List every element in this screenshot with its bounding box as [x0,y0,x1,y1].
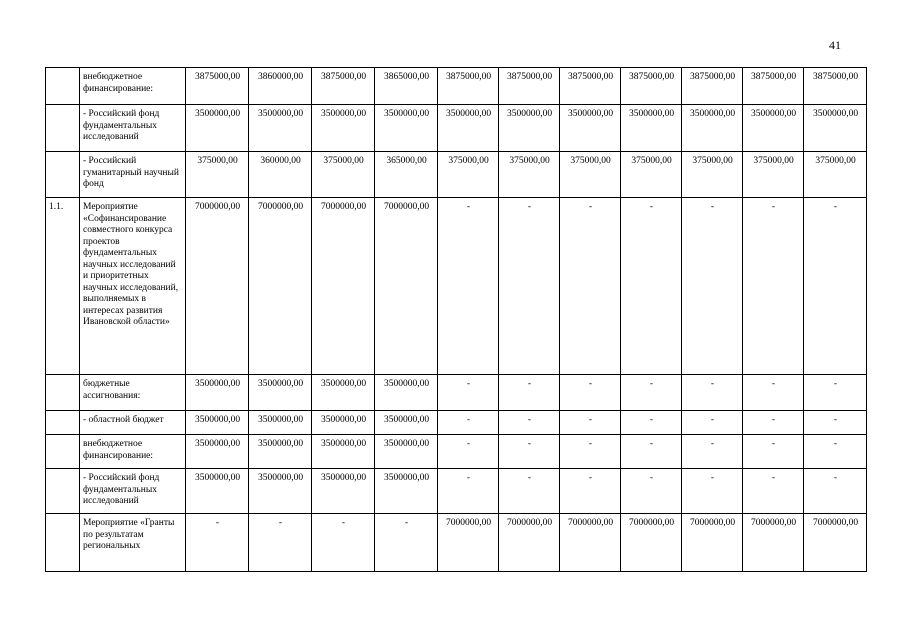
value-cell: 3860000,00 [249,68,312,105]
value-cell: 3500000,00 [438,105,499,152]
value-cell: - [560,435,621,469]
value-cell: 3500000,00 [186,435,249,469]
row-index-cell [46,435,80,469]
value-cell: 3500000,00 [312,375,375,411]
table-row [46,375,867,411]
value-cell: - [621,198,682,375]
value-cell: 3875000,00 [743,68,804,105]
value-cell: - [499,435,560,469]
table-row [46,411,867,435]
value-cell: 3500000,00 [249,105,312,152]
value-cell: 3500000,00 [560,105,621,152]
value-cell: - [560,469,621,514]
value-cell: 3500000,00 [375,435,438,469]
value-cell: 3875000,00 [621,68,682,105]
value-cell: - [438,411,499,435]
row-label-cell: Мероприятие «Софинансирование совместного конкурса проектов фундаментальных научных исследований и приоритетных научных исследований, выполняемых в интересах развития Ивановской области» [80,198,186,375]
budget-table [45,67,867,572]
value-cell: - [743,435,804,469]
row-label-cell: внебюджетное финансирование: [80,435,186,469]
row-index-cell [46,375,80,411]
value-cell: 3500000,00 [186,375,249,411]
value-cell: - [621,375,682,411]
value-cell: 3500000,00 [375,411,438,435]
row-index-cell [46,105,80,152]
value-cell: - [375,514,438,572]
value-cell: - [682,435,743,469]
value-cell: 375000,00 [804,152,867,198]
value-cell: - [438,375,499,411]
value-cell: - [621,435,682,469]
row-label-cell: бюджетные ассигнования: [80,375,186,411]
value-cell: - [186,514,249,572]
value-cell: 3500000,00 [375,469,438,514]
value-cell: 360000,00 [249,152,312,198]
value-cell: - [804,435,867,469]
value-cell: 365000,00 [375,152,438,198]
table-row [46,435,867,469]
value-cell: 375000,00 [621,152,682,198]
value-cell: - [438,198,499,375]
value-cell: 7000000,00 [375,198,438,375]
page-number: 41 [829,38,841,52]
table-row [46,152,867,198]
table-row [46,198,867,375]
value-cell: 3865000,00 [375,68,438,105]
value-cell: 3875000,00 [438,68,499,105]
value-cell: 3500000,00 [249,435,312,469]
value-cell: 7000000,00 [682,514,743,572]
value-cell: - [682,375,743,411]
value-cell: 7000000,00 [621,514,682,572]
value-cell: 3875000,00 [804,68,867,105]
value-cell: 7000000,00 [804,514,867,572]
value-cell: 3500000,00 [375,375,438,411]
value-cell: 3500000,00 [375,105,438,152]
row-label-cell: - Российский фонд фундаментальных исследований [80,469,186,514]
value-cell: 3875000,00 [560,68,621,105]
value-cell: 3500000,00 [682,105,743,152]
value-cell: - [438,435,499,469]
value-cell: 3500000,00 [312,435,375,469]
value-cell: - [804,198,867,375]
value-cell: 7000000,00 [743,514,804,572]
value-cell: 3875000,00 [186,68,249,105]
row-label-cell: - Российский фонд фундаментальных исследований [80,105,186,152]
table-row [46,68,867,105]
value-cell: 3875000,00 [499,68,560,105]
value-cell: 375000,00 [560,152,621,198]
value-cell: - [499,198,560,375]
value-cell: - [804,375,867,411]
value-cell: 3875000,00 [682,68,743,105]
value-cell: 3500000,00 [743,105,804,152]
value-cell: - [560,411,621,435]
value-cell: 7000000,00 [560,514,621,572]
value-cell: - [743,469,804,514]
value-cell: - [621,469,682,514]
value-cell: 375000,00 [743,152,804,198]
value-cell: 375000,00 [499,152,560,198]
row-label-cell: - Российский гуманитарный научный фонд [80,152,186,198]
value-cell: - [743,375,804,411]
value-cell: 7000000,00 [186,198,249,375]
value-cell: 3500000,00 [499,105,560,152]
value-cell: - [804,411,867,435]
value-cell: - [499,375,560,411]
value-cell: 3500000,00 [312,411,375,435]
value-cell: 3875000,00 [312,68,375,105]
value-cell: 375000,00 [438,152,499,198]
row-label-cell: внебюджетное финансирование: [80,68,186,105]
value-cell: 7000000,00 [312,198,375,375]
row-index-cell [46,68,80,105]
table-row [46,469,867,514]
value-cell: - [249,514,312,572]
value-cell: - [499,411,560,435]
value-cell: - [682,198,743,375]
table-row [46,514,867,572]
value-cell: 375000,00 [312,152,375,198]
value-cell: 3500000,00 [249,411,312,435]
value-cell: - [560,375,621,411]
value-cell: 3500000,00 [249,375,312,411]
value-cell: - [743,198,804,375]
value-cell: 3500000,00 [186,411,249,435]
value-cell: 3500000,00 [804,105,867,152]
value-cell: 7000000,00 [499,514,560,572]
value-cell: 375000,00 [186,152,249,198]
value-cell: 7000000,00 [249,198,312,375]
value-cell: - [621,411,682,435]
row-index-cell [46,514,80,572]
table-row [46,105,867,152]
row-label-cell: Мероприятие «Гранты по результатам региональных [80,514,186,572]
value-cell: 3500000,00 [621,105,682,152]
value-cell: - [743,411,804,435]
value-cell: 375000,00 [682,152,743,198]
row-index-cell [46,152,80,198]
value-cell: 3500000,00 [186,469,249,514]
value-cell: - [438,469,499,514]
value-cell: - [682,469,743,514]
row-index-cell [46,411,80,435]
value-cell: 3500000,00 [186,105,249,152]
value-cell: - [560,198,621,375]
value-cell: - [682,411,743,435]
value-cell: - [312,514,375,572]
value-cell: 3500000,00 [312,105,375,152]
value-cell: 7000000,00 [438,514,499,572]
value-cell: 3500000,00 [249,469,312,514]
row-index-cell [46,469,80,514]
value-cell: - [804,469,867,514]
value-cell: 3500000,00 [312,469,375,514]
row-label-cell: - областной бюджет [80,411,186,435]
row-index-cell: 1.1. [46,198,80,375]
value-cell: - [499,469,560,514]
